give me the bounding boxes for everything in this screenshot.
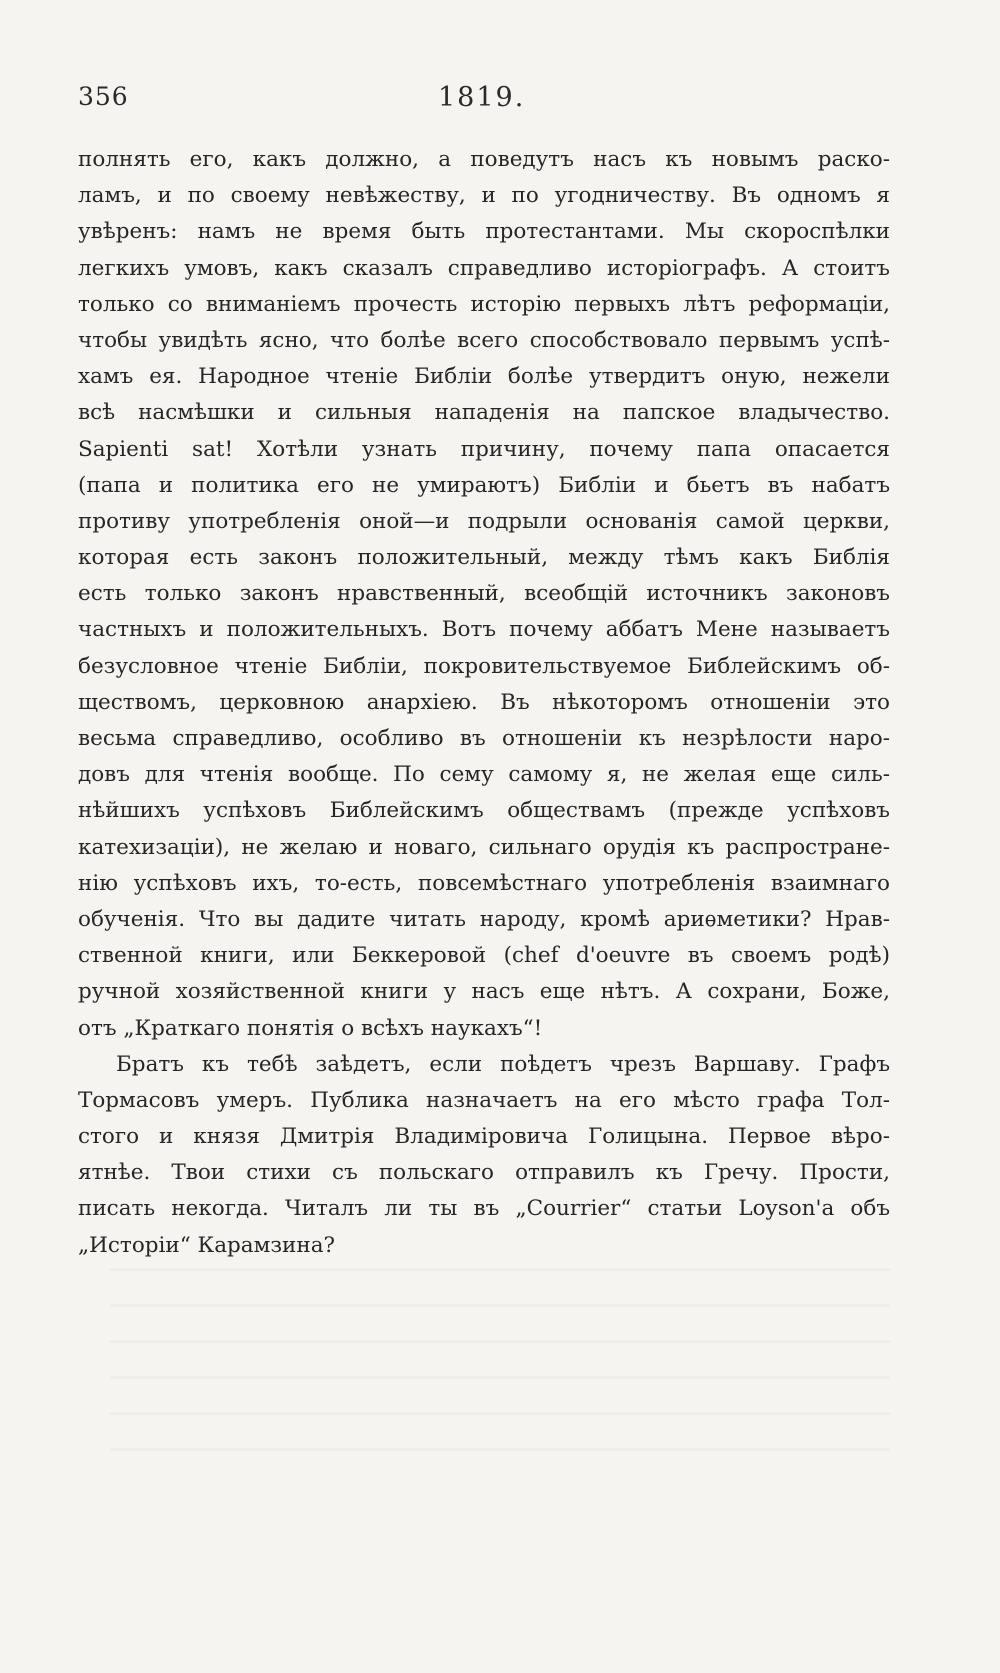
show-through-mark [110,1268,890,1271]
text-line: полнять его, какъ должно, а поведутъ насъ къ новымъ раско- [78,147,890,172]
text-line: только со вниманіемъ прочесть исторію первыхъ лѣтъ реформаціи, [78,291,890,317]
text-line: ламъ, и по своему невѣжеству, и по угодничеству. Въ одномъ я [78,183,890,209]
text-line: ручной хозяйственной книги у насъ еще нѣтъ. А сохрани, Боже, [78,979,890,1005]
show-through-mark [110,1448,890,1451]
show-through-mark [110,1340,890,1343]
text-line: ятнѣе. Твои стихи съ польскаго отправилъ къ Гречу. Прости, [78,1160,890,1186]
text-line: катехизаціи), не желаю и новаго, сильнаго орудія къ распростране- [78,834,890,860]
text-line: Тормасовъ умеръ. Публика назначаетъ на его мѣсто графа Тол- [78,1087,890,1113]
paragraph-2 [78,1047,890,1264]
text-line: писать некогда. Читалъ ли ты въ „Courrier“ статьи Loyson'а объ [78,1196,890,1222]
paragraph-1 [78,142,890,1047]
text-line: нѣйшихъ успѣховъ Библейскимъ обществамъ (прежде успѣховъ [78,798,890,824]
text-line: частныхъ и положительныхъ. Вотъ почему аббатъ Мене называетъ [78,617,890,643]
show-through-mark [110,1376,890,1379]
text-line: чтобы увидѣть ясно, что болѣе всего способствовало первымъ успѣ- [78,327,890,353]
show-through-mark [110,1304,890,1307]
text-line: (папа и политика его не умираютъ) Библіи и бьетъ въ набатъ [78,472,890,498]
text-line: отъ „Краткаго понятія о всѣхъ наукахъ“! [78,1015,543,1041]
text-line: стого и князя Дмитрія Владиміровича Голицына. Первое вѣро- [78,1124,890,1150]
text-line: обученія. Что вы дадите читать народу, кромѣ ариѳметики? Нрав- [78,906,890,932]
text-line: нію успѣховъ ихъ, то-есть, повсемѣстнаго употребленія взаимнаго [78,870,890,896]
text-line: весьма справедливо, особливо въ отношеніи къ незрѣлости наро- [78,726,890,751]
text-line: Sapienti sat! Хотѣли узнать причину, почему папа опасается [78,436,890,462]
text-line: ществомъ, церковною анархіею. Въ нѣкоторомъ отношеніи это [78,689,890,715]
text-line: противу употребленія оной—и подрыли основанія самой церкви, [78,508,890,534]
running-head-year: 1819. [438,82,526,113]
text-line: увѣренъ: намъ не время быть протестантами. Мы скороспѣлки [78,219,890,245]
text-line: довъ для чтенія вообще. По сему самому я, не желая еще силь- [78,762,890,788]
text-line: хамъ ея. Народное чтеніе Библіи болѣе утвердитъ оную, нежели [78,364,890,390]
page-header [78,82,888,122]
text-line: которая есть законъ положительный, между тѣмъ какъ Библія [78,545,890,571]
body-text [78,142,890,1264]
text-line: безусловное чтеніе Библіи, покровительствуемое Библейскимъ об- [78,653,890,679]
text-line: Братъ къ тебѣ заѣдетъ, если поѣдетъ чрезъ Варшаву. Графъ [116,1051,890,1077]
text-line: есть только законъ нравственный, всеобщій источникъ законовъ [78,581,890,607]
text-line: легкихъ умовъ, какъ сказалъ справедливо исторіографъ. А стоитъ [78,255,890,281]
text-line: ственной книги, или Беккеровой (chef d'oeuvre въ своемъ родѣ) [78,943,890,969]
show-through-mark [110,1412,890,1415]
page-number: 356 [78,82,129,111]
text-line: всѣ насмѣшки и сильныя нападенія на папское владычество. [78,400,890,426]
text-line: „Исторіи“ Карамзина? [78,1232,336,1258]
